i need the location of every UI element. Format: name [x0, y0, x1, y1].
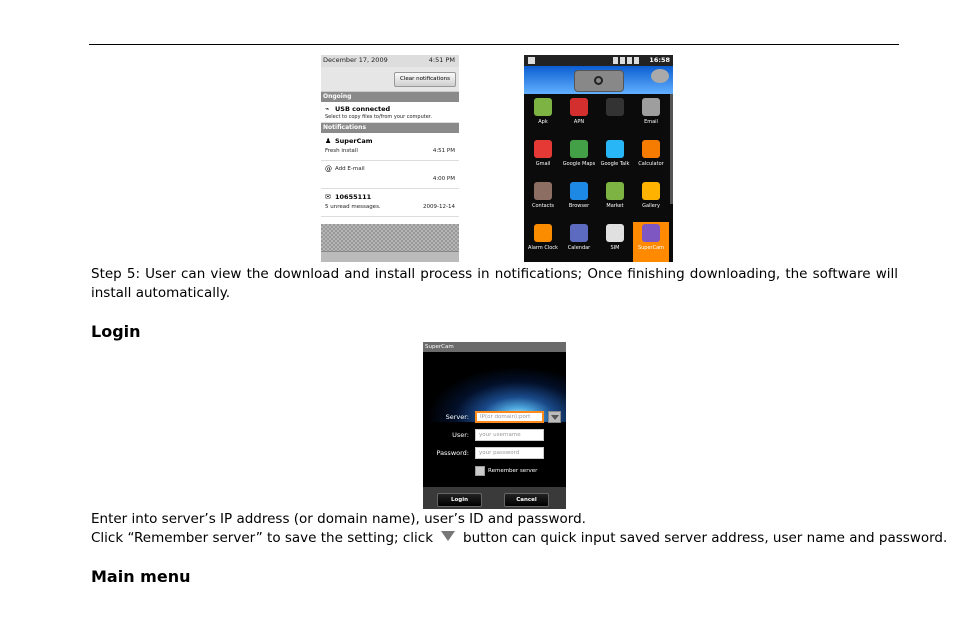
login-instruction-2: [91, 529, 947, 548]
launcher-screenshot: [524, 55, 673, 262]
password-label: Password:: [436, 449, 469, 457]
main-menu-heading: Main menu: [91, 567, 191, 586]
notification-subtitle: Fresh install: [325, 148, 358, 154]
list-item[interactable]: [321, 133, 459, 161]
signal-icons: [613, 57, 641, 64]
notification-subtitle: Add E-mail: [335, 166, 365, 172]
server-input[interactable]: IP(or domain):port: [475, 411, 544, 423]
app-icon-item[interactable]: [597, 138, 633, 180]
user-label: User:: [452, 431, 469, 439]
supercam-icon: ♟: [325, 137, 332, 145]
message-icon: ✉: [325, 193, 331, 201]
list-item[interactable]: [321, 161, 459, 189]
app-icon: [642, 98, 660, 116]
app-icon-item[interactable]: [525, 138, 561, 180]
wallpaper-widget: [651, 69, 669, 83]
app-icon-item[interactable]: [633, 222, 669, 262]
server-dropdown-button[interactable]: [548, 411, 561, 423]
home-wallpaper: [524, 66, 673, 94]
app-icon: [570, 140, 588, 158]
app-grid: [524, 94, 673, 262]
app-icon: [570, 98, 588, 116]
app-icon: [606, 140, 624, 158]
app-icon-item[interactable]: [561, 138, 597, 180]
app-icon: [534, 140, 552, 158]
notification-time: 2009-12-14: [423, 204, 455, 210]
app-label: SuperCam: [637, 245, 665, 251]
drag-handle[interactable]: [321, 251, 459, 262]
instruction-2-end: button can quick input saved server address, user name and password.: [463, 530, 948, 546]
notification-title: 10655111: [335, 193, 372, 201]
usb-notification[interactable]: [321, 102, 459, 123]
notification-clock: 4:51 PM: [428, 56, 455, 64]
status-bar: [524, 55, 673, 66]
app-label: Calculator: [638, 161, 664, 167]
remember-server-label: Remember server: [488, 468, 538, 474]
notifications-header: Notifications: [321, 123, 459, 133]
app-label: Google Talk: [600, 161, 630, 167]
clear-notifications-button[interactable]: Clear notifications: [394, 72, 456, 87]
app-icon: [642, 224, 660, 242]
password-field[interactable]: your password: [475, 447, 544, 459]
dropdown-triangle-icon: [441, 531, 455, 541]
notification-time: 4:00 PM: [432, 176, 455, 182]
app-label: Browser: [568, 203, 590, 209]
app-icon-item[interactable]: [633, 96, 669, 138]
login-heading: Login: [91, 322, 141, 341]
app-label: Apk: [538, 119, 548, 125]
app-icon-item[interactable]: [633, 180, 669, 222]
usb-icon: ⌁: [325, 105, 330, 113]
app-icon: [534, 98, 552, 116]
cancel-button[interactable]: Cancel: [504, 493, 549, 507]
notification-date: December 17, 2009: [323, 56, 388, 64]
app-label: Google Maps: [562, 161, 596, 167]
app-label: Gmail: [535, 161, 551, 167]
step5-paragraph: Step 5: User can view the download and install process in notifications; Once finishing downloading, the software will install automatically.: [91, 266, 898, 301]
username-field[interactable]: your username: [475, 429, 544, 441]
app-label: Calendar: [567, 245, 591, 251]
login-instruction-1: Enter into server’s IP address (or domain name), user’s ID and password.: [91, 511, 586, 527]
app-icon-item[interactable]: [561, 222, 597, 262]
app-icon: [606, 224, 624, 242]
remember-server-checkbox[interactable]: [475, 466, 485, 476]
login-titlebar: SuperCam: [423, 342, 566, 352]
app-label: Gallery: [642, 203, 660, 209]
scrollbar[interactable]: [670, 94, 673, 204]
app-icon-item[interactable]: [525, 180, 561, 222]
app-icon: [642, 140, 660, 158]
app-icon: [534, 224, 552, 242]
app-icon-item[interactable]: [597, 180, 633, 222]
login-button[interactable]: Login: [437, 493, 482, 507]
notification-time: 4:51 PM: [432, 148, 455, 154]
clear-row: [321, 67, 459, 92]
usb-subtitle: Select to copy files to/from your computer.: [325, 114, 432, 120]
app-icon: [534, 182, 552, 200]
ongoing-header: Ongoing: [321, 92, 459, 102]
app-icon-item[interactable]: [633, 138, 669, 180]
notification-subtitle: 5 unread messages.: [325, 204, 381, 210]
notification-date-bar: [321, 55, 459, 67]
app-icon-item[interactable]: [525, 96, 561, 138]
usb-status-icon: [528, 57, 535, 64]
header-rule: [89, 44, 899, 45]
app-label: Alarm Clock: [528, 245, 558, 251]
app-icon-item[interactable]: [561, 180, 597, 222]
app-icon-item[interactable]: [525, 222, 561, 262]
app-label: Market: [606, 203, 624, 209]
drawer-icon: [594, 76, 603, 85]
button-bar: [423, 487, 566, 509]
app-icon: [606, 182, 624, 200]
instruction-2-start: Click “Remember server” to save the setting; click: [91, 530, 434, 546]
app-icon: [570, 224, 588, 242]
app-label: APN: [573, 119, 585, 125]
app-icon-item[interactable]: [561, 96, 597, 138]
app-icon: [570, 182, 588, 200]
app-label: SIM: [610, 245, 620, 251]
app-icon-item[interactable]: [597, 222, 633, 262]
app-icon: [606, 98, 624, 116]
list-item[interactable]: [321, 189, 459, 217]
email-icon: @: [325, 165, 332, 173]
notification-title: SuperCam: [335, 137, 373, 145]
status-clock: 16:58: [649, 56, 670, 64]
app-icon: [642, 182, 660, 200]
login-screenshot: [423, 342, 566, 509]
notifications-screenshot: [321, 55, 459, 262]
app-label: Email: [644, 119, 658, 125]
usb-title: USB connected: [335, 105, 391, 113]
app-drawer-handle[interactable]: [574, 70, 624, 92]
app-icon-item[interactable]: [597, 96, 633, 138]
app-label: Contacts: [531, 203, 555, 209]
server-label: Server:: [445, 413, 469, 421]
